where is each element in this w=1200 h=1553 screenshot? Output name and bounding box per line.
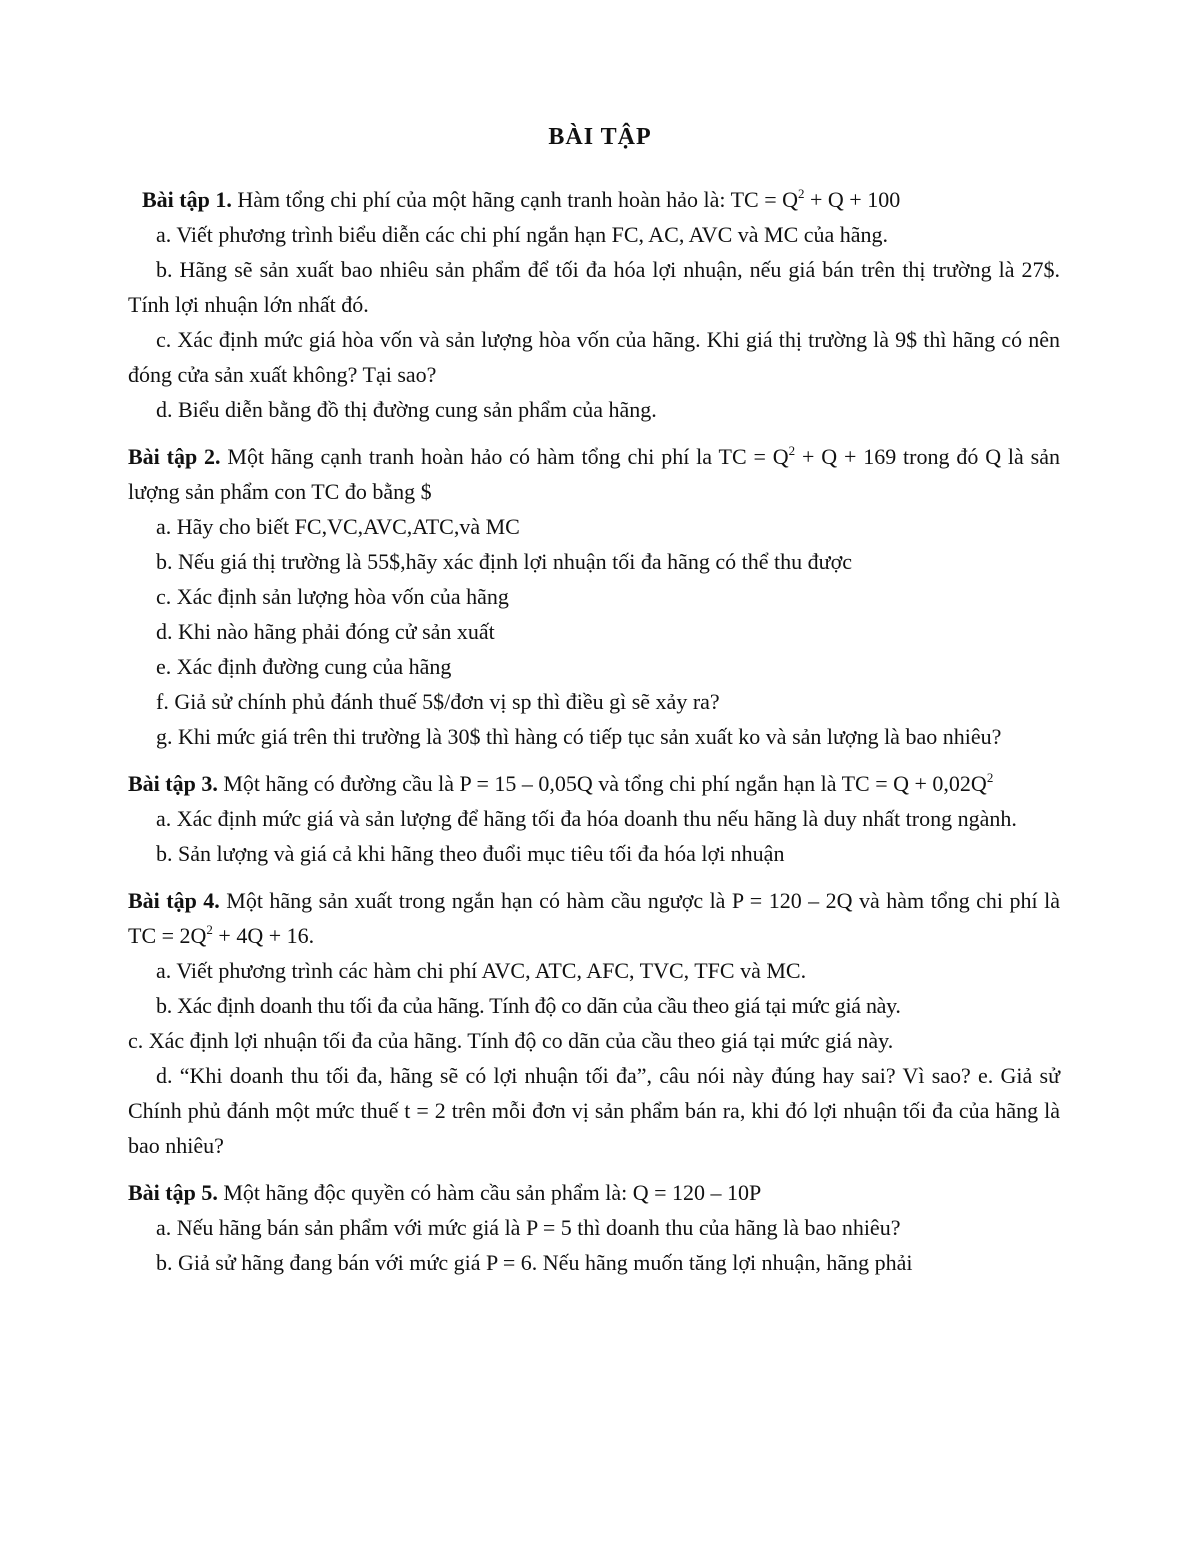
exercise-5 xyxy=(128,1175,1060,1280)
exercise-2-text: Một hãng cạnh tranh hoàn hảo có hàm tổng chi phí la TC = Q xyxy=(220,444,789,469)
exercise-2-label: Bài tập 2. xyxy=(128,444,221,469)
exercise-5-label: Bài tập 5. xyxy=(128,1180,218,1205)
exercise-1-part-c: c. Xác định mức giá hòa vốn và sản lượng hòa vốn của hãng. Khi giá thị trường là 9$ thì hãng có nên đóng cửa sản xuất không? Tại sao? xyxy=(128,327,1060,387)
exercise-2-part-e: e. Xác định đường cung của hãng xyxy=(156,654,452,679)
exercise-5-text: Một hãng độc quyền có hàm cầu sản phẩm là: Q = 120 – 10P xyxy=(217,1180,762,1205)
exercise-2-part-c: c. Xác định sản lượng hòa vốn của hãng xyxy=(156,584,509,609)
exercise-1-part-b: b. Hãng sẽ sản xuất bao nhiêu sản phẩm để tối đa hóa lợi nhuận, nếu giá bán trên thị trường là 27$. Tính lợi nhuận lớn nhất đó. xyxy=(128,257,1060,317)
exercise-1 xyxy=(128,182,1060,427)
exercise-3-part-a: a. Xác định mức giá và sản lượng để hãng tối đa hóa doanh thu nếu hãng là duy nhất trong ngành. xyxy=(156,806,1017,831)
exercise-3-statement xyxy=(128,766,1060,801)
exercise-1-text: Hàm tổng chi phí của một hãng cạnh tranh hoàn hảo là: TC = Q xyxy=(231,187,799,212)
exercise-2-exponent: 2 xyxy=(788,443,796,458)
exercise-1-exponent: 2 xyxy=(798,186,805,201)
exercise-2-text-end: + Q + 169 trong đó Q là sản lượng sản phẩm con TC đo bằng $ xyxy=(128,444,1060,504)
exercise-4-part-d: d. “Khi doanh thu tối đa, hãng sẽ có lợi nhuận tối đa”, câu nói này đúng hay sai? Vì sao? e. Giả sử Chính phủ đánh một mức thuế t = 2 trên mỗi đơn vị sản phẩm bán ra, khi đó lợi nhuận tối đa của hãng là bao nhiêu? xyxy=(128,1063,1060,1158)
exercise-4-exponent: 2 xyxy=(206,922,213,937)
exercise-1-part-a: a. Viết phương trình biểu diễn các chi phí ngắn hạn FC, AC, AVC và MC của hãng. xyxy=(156,222,889,247)
exercise-1-text-end: + Q + 100 xyxy=(804,187,901,212)
exercise-4-statement xyxy=(128,883,1060,953)
exercise-4-label: Bài tập 4. xyxy=(128,888,220,913)
exercise-4-text: Một hãng sản xuất trong ngắn hạn có hàm cầu ngược là P = 120 – 2Q và hàm tổng chi phí là TC = 2Q xyxy=(128,888,1060,948)
exercise-2 xyxy=(128,439,1060,754)
exercise-3-label: Bài tập 3. xyxy=(128,771,218,796)
exercise-3-text: Một hãng có đường cầu là P = 15 – 0,05Q và tổng chi phí ngắn hạn là TC = Q + 0,02Q xyxy=(217,771,987,796)
exercise-3 xyxy=(128,766,1060,871)
exercise-list xyxy=(128,182,1060,1292)
exercise-4-part-c: c. Xác định lợi nhuận tối đa của hãng. Tính độ co dãn của cầu theo giá tại mức giá này. xyxy=(128,1028,894,1053)
exercise-2-part-b: b. Nếu giá thị trường là 55$,hãy xác định lợi nhuận tối đa hãng có thể thu được xyxy=(156,549,852,574)
exercise-1-label: Bài tập 1. xyxy=(142,187,232,212)
exercise-1-statement xyxy=(128,182,1060,217)
page-title: BÀI TẬP xyxy=(548,124,652,150)
exercise-2-part-g: g. Khi mức giá trên thi trường là 30$ thì hàng có tiếp tục sản xuất ko và sản lượng là bao nhiêu? xyxy=(156,724,1002,749)
exercise-5-statement xyxy=(128,1175,1060,1210)
exercise-4 xyxy=(128,883,1060,1163)
exercise-4-part-a: a. Viết phương trình các hàm chi phí AVC, ATC, AFC, TVC, TFC và MC. xyxy=(156,958,807,983)
exercise-2-part-d: d. Khi nào hãng phải đóng cử sản xuất xyxy=(156,619,495,644)
exercise-3-exponent: 2 xyxy=(986,770,994,785)
exercise-2-part-a: a. Hãy cho biết FC,VC,AVC,ATC,và MC xyxy=(156,514,520,539)
exercise-2-statement xyxy=(128,439,1060,509)
exercise-5-part-b: b. Giả sử hãng đang bán với mức giá P = 6. Nếu hãng muốn tăng lợi nhuận, hãng phải xyxy=(156,1250,913,1275)
exercise-2-part-f: f. Giả sử chính phủ đánh thuế 5$/đơn vị sp thì điều gì sẽ xảy ra? xyxy=(156,689,720,714)
exercise-1-part-d: d. Biểu diễn bằng đồ thị đường cung sản phẩm của hãng. xyxy=(156,397,657,422)
exercise-5-part-a: a. Nếu hãng bán sản phẩm với mức giá là P = 5 thì doanh thu của hãng là bao nhiêu? xyxy=(156,1215,901,1240)
exercise-4-text-end: + 4Q + 16. xyxy=(212,923,315,948)
exercise-3-part-b: b. Sản lượng và giá cả khi hãng theo đuổi mục tiêu tối đa hóa lợi nhuận xyxy=(156,841,785,866)
exercise-4-part-b: b. Xác định doanh thu tối đa của hãng. Tính độ co dãn của cầu theo giá tại mức giá này. xyxy=(156,993,901,1018)
